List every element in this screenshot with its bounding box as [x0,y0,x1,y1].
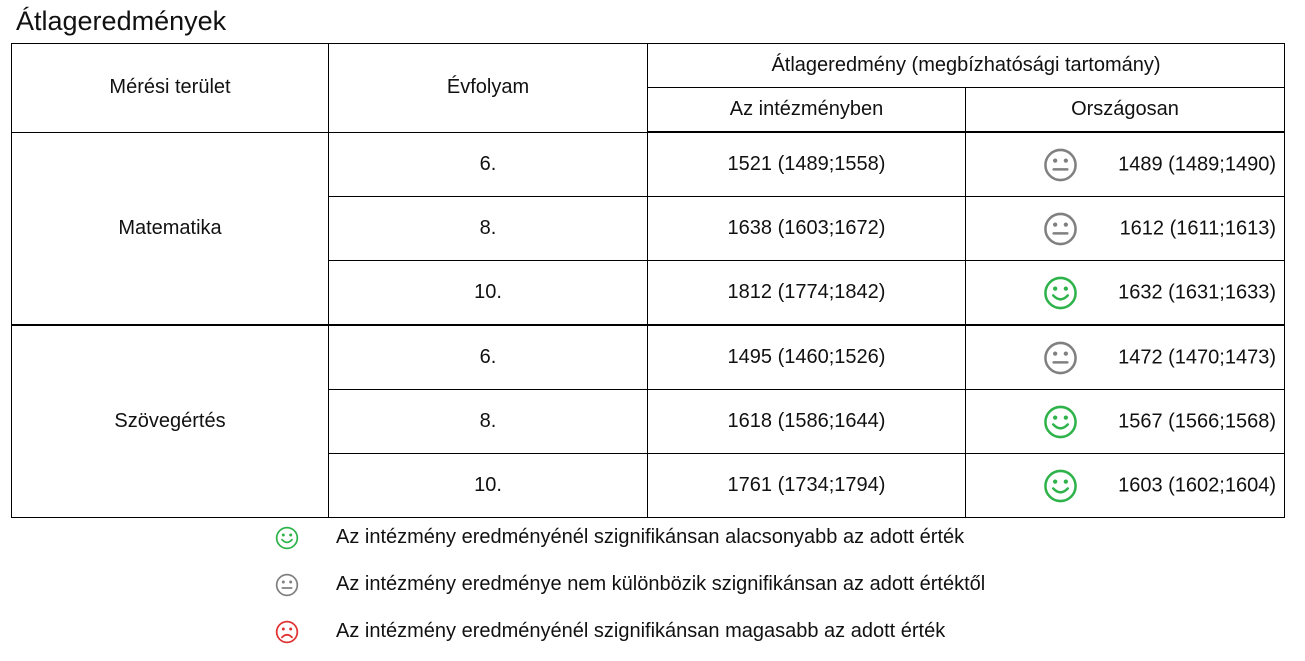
institution-cell: 1618 (1586;1644) [648,390,966,454]
area-cell: Szövegértés [12,325,329,518]
legend-label: Az intézmény eredménye nem különbözik szignifikánsan az adott értéktől [336,573,986,595]
institution-cell: 1761 (1734;1794) [648,454,966,518]
neutral-face-icon [1043,340,1078,375]
legend-item [0,570,1305,600]
national-cell [966,197,1285,261]
national-value: 1632 (1631;1633) [1118,281,1276,303]
legend-label: Az intézmény eredményénél szignifikánsan magasabb az adott érték [336,620,946,642]
grade-cell: 8. [329,390,648,454]
national-cell [966,454,1285,518]
header-average-group: Átlageredmény (megbízhatósági tartomány) [648,44,1285,88]
institution-cell: 1638 (1603;1672) [648,197,966,261]
smile-icon [1043,468,1078,503]
grade-cell: 8. [329,197,648,261]
national-value: 1489 (1489;1490) [1118,153,1276,175]
area-cell: Matematika [12,132,329,325]
header-institution: Az intézményben [648,88,966,133]
neutral-face-icon [1043,147,1078,182]
header-grade: Évfolyam [329,44,648,133]
neutral-face-icon [275,573,299,597]
national-value: 1472 (1470;1473) [1118,346,1276,368]
institution-cell: 1495 (1460;1526) [648,325,966,390]
header-area: Mérési terület [12,44,329,133]
grade-cell: 10. [329,454,648,518]
institution-cell: 1521 (1489;1558) [648,132,966,197]
neutral-face-icon [1043,211,1078,246]
smile-icon [1043,275,1078,310]
grade-cell: 6. [329,325,648,390]
legend-item [0,617,1305,647]
national-cell [966,390,1285,454]
national-value: 1567 (1566;1568) [1118,410,1276,432]
national-cell [966,132,1285,197]
results-table [11,43,1285,518]
institution-cell: 1812 (1774;1842) [648,261,966,326]
national-value: 1612 (1611;1613) [1119,217,1276,239]
smile-icon [275,526,299,550]
legend-item [0,523,1305,553]
national-value: 1603 (1602;1604) [1118,474,1276,496]
frown-icon [275,620,299,644]
smile-icon [1043,404,1078,439]
grade-cell: 6. [329,132,648,197]
header-national: Országosan [966,88,1285,133]
national-cell [966,261,1285,326]
national-cell [966,325,1285,390]
page-title: Átlageredmények [16,6,227,36]
grade-cell: 10. [329,261,648,326]
legend-label: Az intézmény eredményénél szignifikánsan alacsonyabb az adott érték [336,526,965,548]
